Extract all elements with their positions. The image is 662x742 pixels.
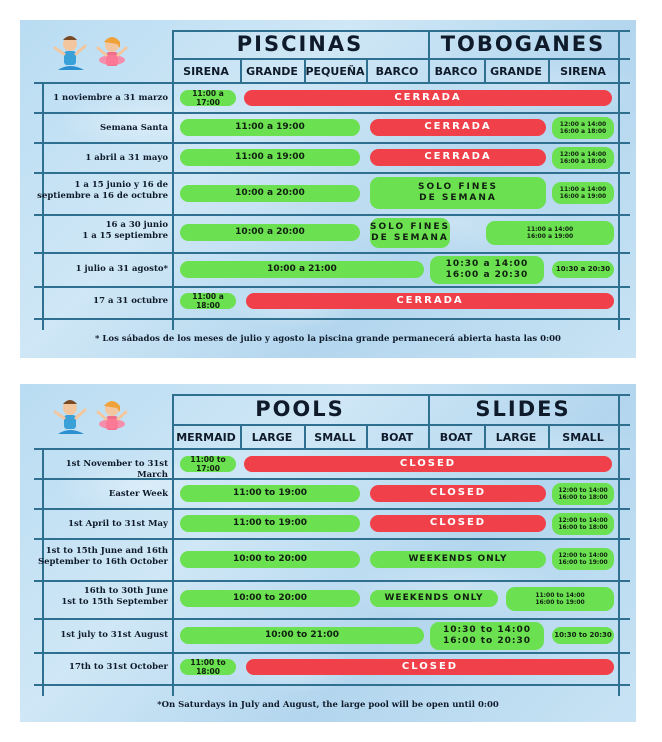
row-label: 16 a 30 junio 1 a 15 septiembre: [82, 220, 168, 242]
time-pill: 10:30 a 14:00 16:00 a 20:30: [430, 256, 544, 284]
time-pill: 10:00 a 21:00: [180, 261, 424, 278]
col-header: GRANDE: [246, 65, 298, 78]
closed-pill: CERRADA: [370, 119, 546, 136]
closed-pill: CLOSED: [246, 659, 614, 675]
time-pill: 10:00 to 20:00: [180, 590, 360, 607]
closed-pill: CLOSED: [244, 456, 612, 472]
time-pill: 10:00 a 20:00: [180, 224, 360, 241]
weekend-pill: SOLO FINES DE SEMANA: [370, 218, 450, 248]
time-pill: 11:00 a 19:00: [180, 119, 360, 136]
time-pill: 11:00 a 19:00: [180, 149, 360, 166]
col-header: LARGE: [251, 431, 293, 444]
time-pill: 12:00 to 14:00 16:00 to 18:00: [552, 513, 614, 535]
time-pill: 11:00 a 18:00: [180, 293, 236, 309]
time-pill: 10:30 a 20:30: [552, 261, 614, 278]
time-pill: 11:00 a 17:00: [180, 90, 236, 106]
english-schedule-card: [20, 384, 636, 722]
col-header: BOAT: [439, 431, 473, 444]
slides-heading: SLIDES: [475, 397, 571, 421]
pools-heading: PISCINAS: [236, 32, 364, 56]
row-label: Easter Week: [108, 489, 168, 499]
time-pill: 12:00 to 14:00 16:00 to 18:00: [552, 483, 614, 505]
col-header: LARGE: [495, 431, 537, 444]
time-pill: 10:30 to 14:00 16:00 to 20:30: [430, 622, 544, 650]
footnote: * Los sábados de los meses de julio y agosto la piscina grande permanecerá abierta hasta las 0:00: [95, 334, 561, 344]
time-pill: 11:00 to 19:00: [180, 515, 360, 532]
row-label: 16th to 30th June 1st to 15th September: [61, 586, 168, 608]
row-label: 1 abril a 31 mayo: [85, 153, 168, 163]
footnote: *On Saturdays in July and August, the large pool will be open until 0:00: [157, 700, 499, 710]
col-header: SIRENA: [183, 65, 229, 78]
col-header: GRANDE: [490, 65, 542, 78]
weekend-pill: WEEKENDS ONLY: [370, 551, 546, 568]
time-pill: 12:00 a 14:00 16:00 a 18:00: [552, 147, 614, 169]
closed-pill: CLOSED: [370, 485, 546, 502]
closed-pill: CERRADA: [244, 90, 612, 106]
col-header: SMALL: [314, 431, 356, 444]
time-pill: 11:00 to 17:00: [180, 456, 236, 472]
time-pill: 10:00 to 20:00: [180, 551, 360, 568]
row-label: 1 a 15 junio y 16 de septiembre a 16 de octubre: [37, 180, 168, 202]
row-label: 1st july to 31st August: [60, 630, 168, 640]
row-label: 1st April to 31st May: [68, 519, 168, 529]
time-pill: 11:00 to 18:00: [180, 659, 236, 675]
time-pill: 12:00 a 14:00 16:00 a 18:00: [552, 117, 614, 139]
col-header: BOAT: [380, 431, 414, 444]
row-label: 17th to 31st October: [69, 662, 168, 672]
col-header: PEQUEÑA: [305, 65, 365, 78]
col-header: BARCO: [434, 65, 478, 78]
time-pill: 10:30 to 20:30: [552, 627, 614, 644]
time-pill: 10:00 to 21:00: [180, 627, 424, 644]
weekend-pill: SOLO FINES DE SEMANA: [370, 177, 546, 209]
closed-pill: CLOSED: [370, 515, 546, 532]
closed-pill: CERRADA: [246, 293, 614, 309]
slides-heading: TOBOGANES: [440, 32, 606, 56]
kids-illustration-icon: [48, 394, 138, 444]
time-pill: 12:00 to 14:00 16:00 to 19:00: [552, 548, 614, 570]
time-pill: 11:00 a 14:00 16:00 a 19:00: [486, 221, 614, 245]
time-pill: 11:00 to 14:00 16:00 to 19:00: [506, 587, 614, 611]
time-pill: 11:00 a 14:00 16:00 a 19:00: [552, 182, 614, 204]
row-label: Semana Santa: [100, 123, 168, 133]
row-label: 1st November to 31st March: [65, 459, 168, 481]
weekend-pill: WEEKENDS ONLY: [370, 590, 498, 607]
kids-illustration-icon: [48, 30, 138, 80]
row-label: 17 a 31 octubre: [93, 296, 168, 306]
col-header: MERMAID: [176, 431, 236, 444]
pools-heading: POOLS: [255, 397, 345, 421]
spanish-schedule-card: [20, 20, 636, 358]
row-label: 1st to 15th June and 16th September to 16th October: [37, 546, 168, 568]
closed-pill: CERRADA: [370, 149, 546, 166]
col-header: BARCO: [375, 65, 419, 78]
row-label: 1 julio a 31 agosto*: [75, 264, 168, 274]
time-pill: 10:00 a 20:00: [180, 185, 360, 202]
col-header: SIRENA: [560, 65, 606, 78]
time-pill: 11:00 to 19:00: [180, 485, 360, 502]
col-header: SMALL: [562, 431, 604, 444]
row-label: 1 noviembre a 31 marzo: [53, 93, 168, 103]
